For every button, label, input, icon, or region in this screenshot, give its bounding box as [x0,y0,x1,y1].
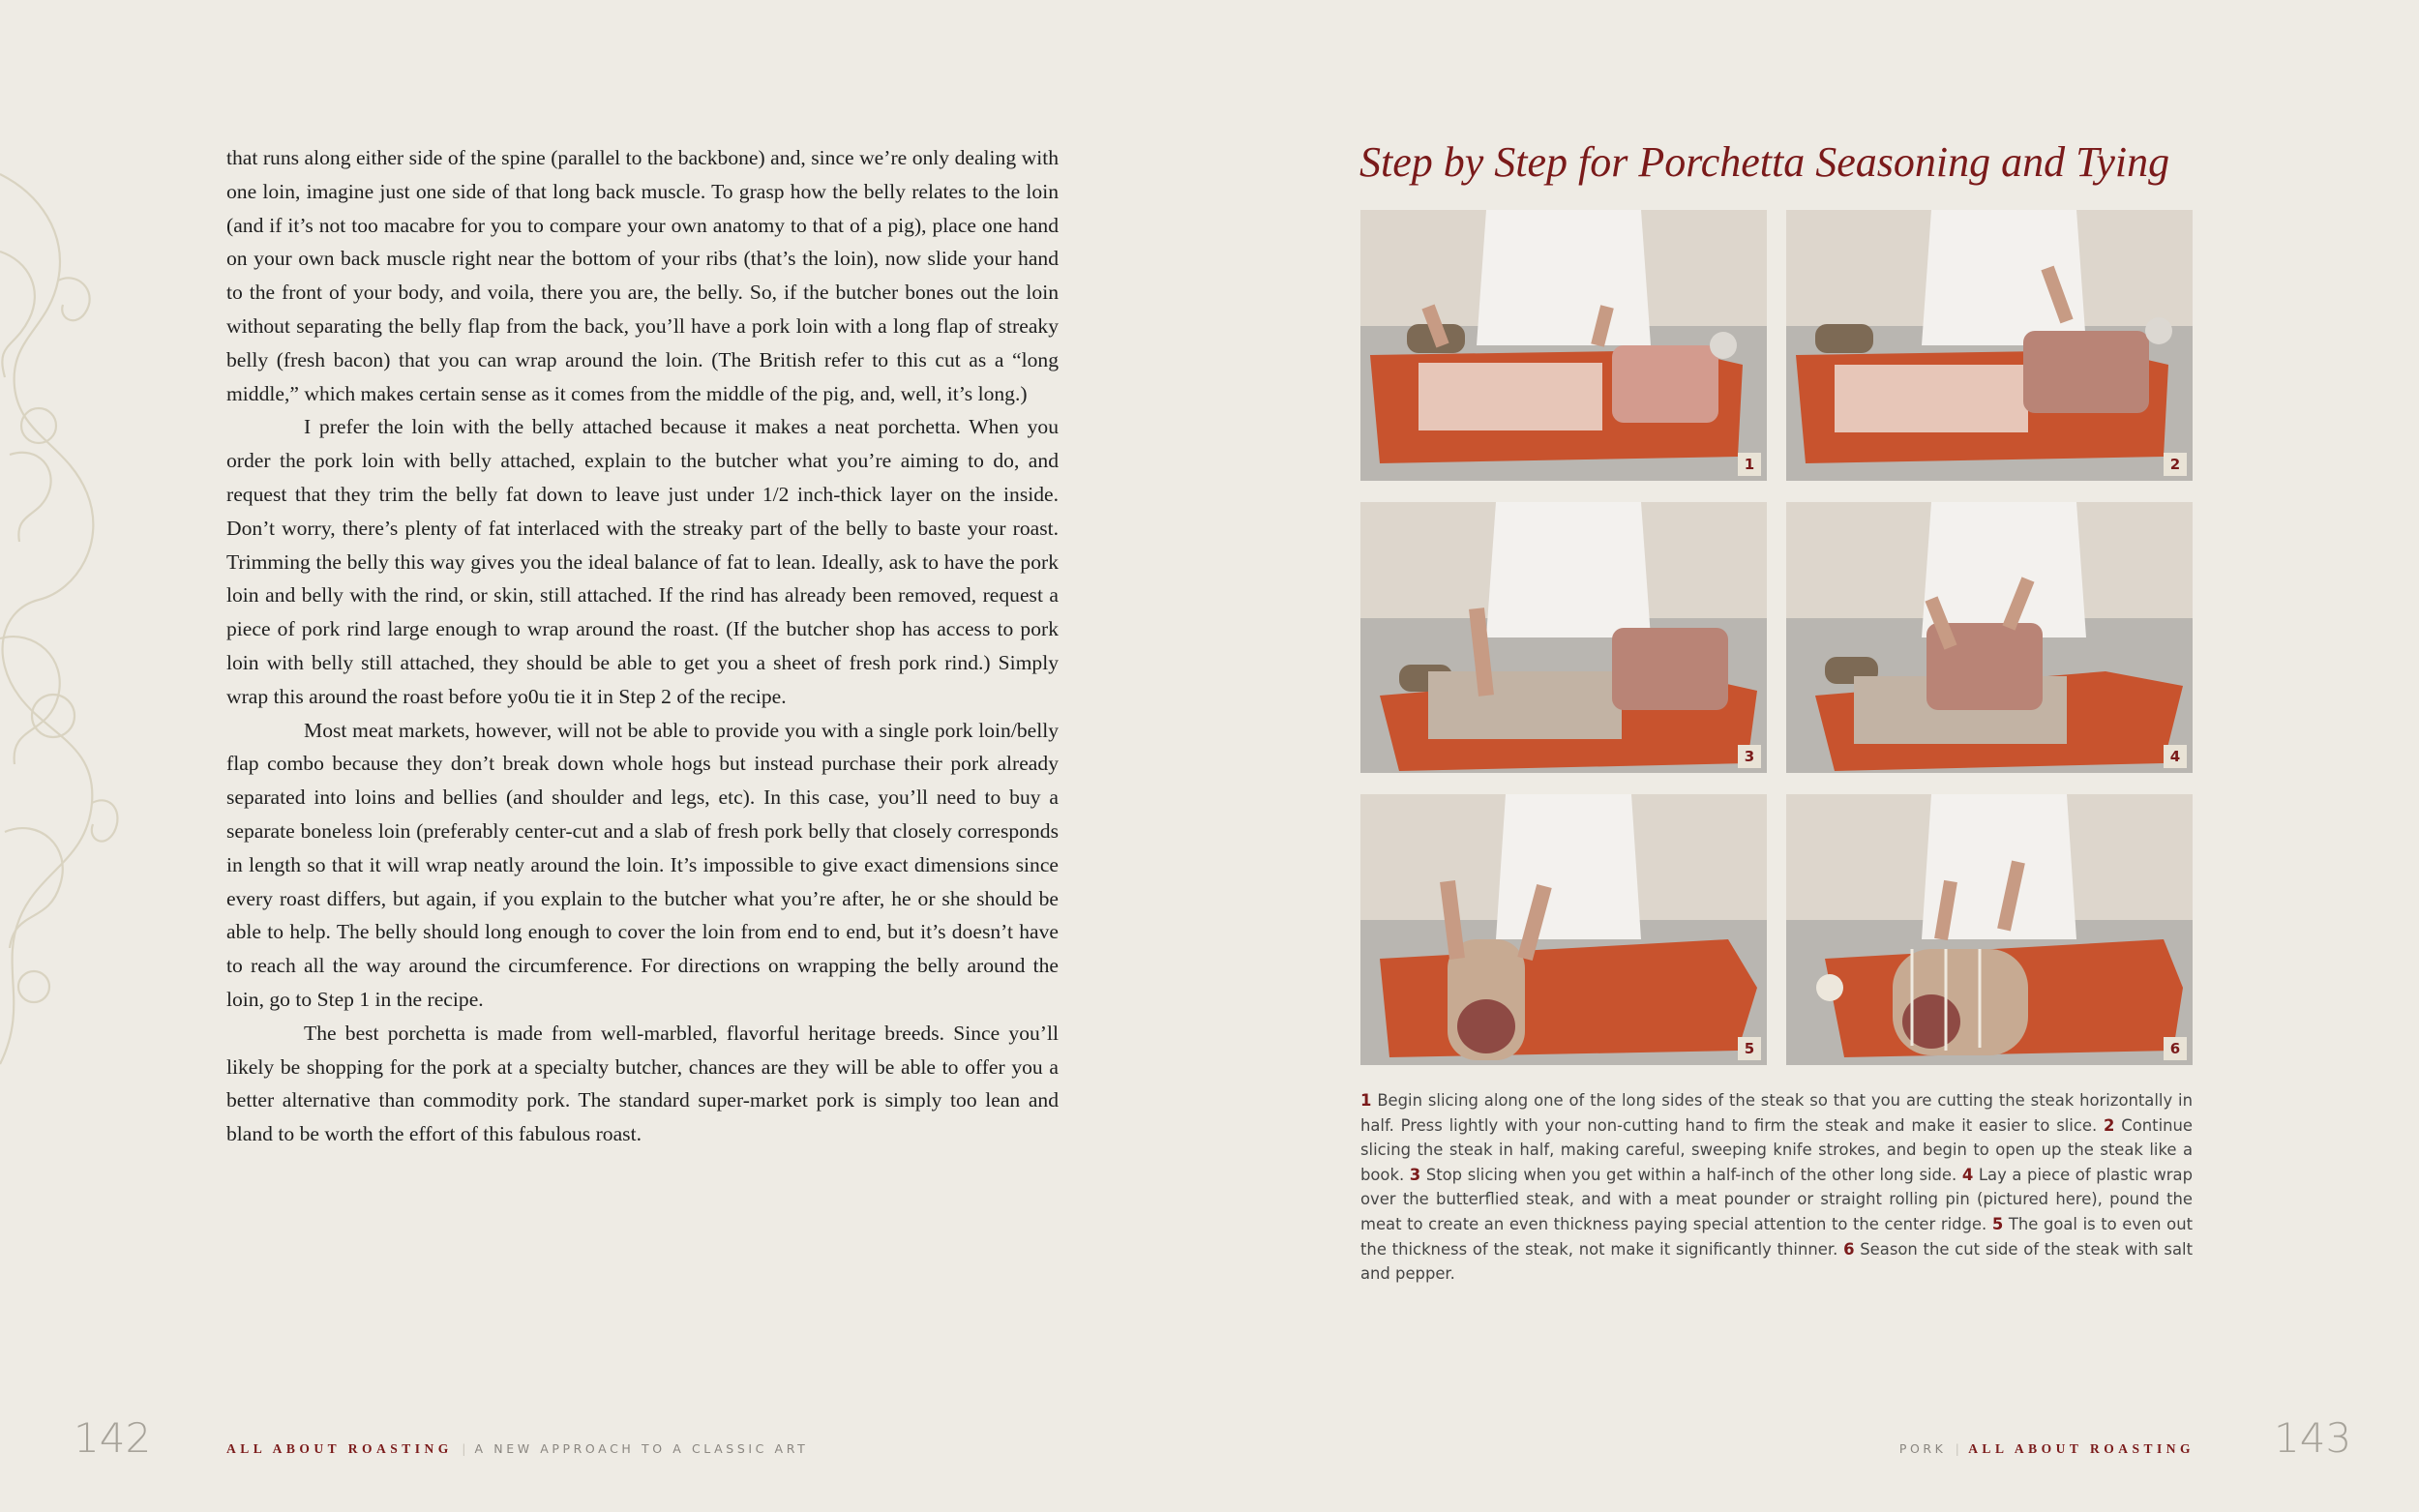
decorative-flourish-ornament [0,135,126,1103]
caption-step-number: 6 [1843,1239,1855,1259]
step-photo-1-image [1360,210,1767,481]
running-head-subtitle: A NEW APPROACH TO A CLASSIC ART [474,1441,809,1456]
step-by-step-title: Step by Step for Porchetta Seasoning and Tying [1359,138,2170,186]
caption-step-text: Lay a piece of plastic wrap over the butterflied steak, and with a meat pounder or straight rolling pin (pictured here), pound the meat to create an even thickness paying special attention to the center ridge. [1360,1165,2193,1233]
caption-step-text: Season the cut side of the steak with salt and pepper. [1360,1239,2193,1284]
caption-step-text: The goal is to even out the thickness of the steak, not make it significantly thinner. [1360,1214,2194,1259]
caption-step-text: Continue slicing the steak in half, making careful, sweeping knife strokes, and begin to open up the steak like a book. [1360,1115,2193,1184]
right-page-number: 143 [2274,1414,2352,1462]
left-page-body-text [226,141,1059,1151]
step-photo-4-image [1786,502,2193,773]
step-photo-3 [1360,502,1767,773]
step-photo-number: 1 [1738,453,1761,476]
step-photo-3-image [1360,502,1767,773]
step-photo-1 [1360,210,1767,481]
running-head-section: PORK [1898,1441,1947,1456]
body-paragraph-3: Most meat markets, however, will not be able to provide you with a single pork loin/belly flap combo because they don’t break down whole hogs but instead purchase their pork already separated into loins and bellies (and shoulder and legs, etc). In this case, you’ll need to buy a separate boneless loin (preferably center-cut and a slab of fresh pork belly that closely corresponds in length so that it will wrap neatly around the loin. It’s impossible to give exact dimensions since every roast differs, but again, if you explain to the butcher what you’re after, he or she should be able to help. The belly should long enough to cover the loin from end to end, but it’s doesn’t have to reach all the way around the circumference. For directions on wrapping the belly around the loin, go to Step 1 in the recipe. [226,718,1059,1011]
step-photo-number: 5 [1738,1037,1761,1060]
step-photo-6-image [1786,794,2193,1065]
running-head-book-title: ALL ABOUT ROASTING [1968,1441,2195,1456]
right-running-head [1899,1441,2195,1457]
body-paragraph-1: that runs along either side of the spine (parallel to the backbone) and, since we’re only dealing with one loin, imagine just one side of that long back muscle. To grasp how the belly relates to the loin (and if it’s not too macabre for you to compare your own anatomy to that of a pig), place one hand on your own back muscle right near the bottom of your ribs (that’s the loin), now slide your hand to the front of your body, and voila, there you are, the belly. So, if the butcher bones out the loin without separating the belly flap from the back, you’ll have a pork loin with a long flap of streaky belly (fresh bacon) that you can wrap around the loin. (The British refer to this cut as a “long middle,” which makes certain sense as it comes from the middle of the pig, and, well, it’s long.) [226,146,1059,405]
caption-step-text: Begin slicing along one of the long sides of the steak so that you are cutting the steak horizontally in half. Press lightly with your non-cutting hand to firm the steak and make it easier to slice. [1360,1091,2193,1135]
left-running-head [226,1441,808,1457]
step-photo-6 [1786,794,2193,1065]
step-photo-4 [1786,502,2193,773]
caption-step-number: 3 [1409,1165,1421,1184]
left-page-number: 142 [74,1414,152,1462]
step-photo-number: 3 [1738,745,1761,768]
body-paragraph-4: The best porchetta is made from well-marbled, flavorful heritage breeds. Since you’ll likely be shopping for the pork at a specialty butcher, chances are they will be able to offer you a better alternative than commodity pork. The standard super-market pork is simply too lean and bland to be worth the effort of this fabulous roast. [226,1021,1059,1146]
running-head-separator: | [1956,1441,1959,1456]
step-photo-number: 6 [2164,1037,2187,1060]
step-photo-2 [1786,210,2193,481]
step-photo-number: 4 [2164,745,2187,768]
step-photo-number: 2 [2164,453,2187,476]
caption-step-number: 4 [1961,1165,1974,1184]
step-caption [1360,1088,2193,1287]
caption-step-text: Stop slicing when you get within a half-inch of the other long side. [1425,1165,1957,1184]
step-photo-5-image [1360,794,1767,1065]
running-head-book-title: ALL ABOUT ROASTING [226,1441,453,1456]
caption-step-number: 5 [1991,1214,2004,1233]
step-photo-2-image [1786,210,2193,481]
body-paragraph-2: I prefer the loin with the belly attached because it makes a neat porchetta. When you order the pork loin with belly attached, explain to the butcher what you’re aiming to do, and request that they trim the belly fat down to leave just under 1/2 inch-thick layer on the inside. Don’t worry, there’s plenty of fat interlaced with the streaky part of the belly to baste your roast. Trimming the belly this way gives you the ideal balance of fat to lean. Ideally, ask to have the pork loin and belly with the rind, or skin, still attached. If the rind has already been removed, request a piece of pork rind large enough to wrap around the roast. (If the butcher shop has access to pork loin with belly still attached, they should be able to get you a sheet of fresh pork rind.) Simply wrap this around the roast before yo0u tie it in Step 2 of the recipe. [226,415,1059,708]
running-head-separator: | [462,1441,465,1456]
caption-step-number: 2 [2104,1115,2115,1135]
step-photo-5 [1360,794,1767,1065]
step-photo-grid [1360,210,2193,1065]
caption-step-number: 1 [1360,1091,1372,1110]
